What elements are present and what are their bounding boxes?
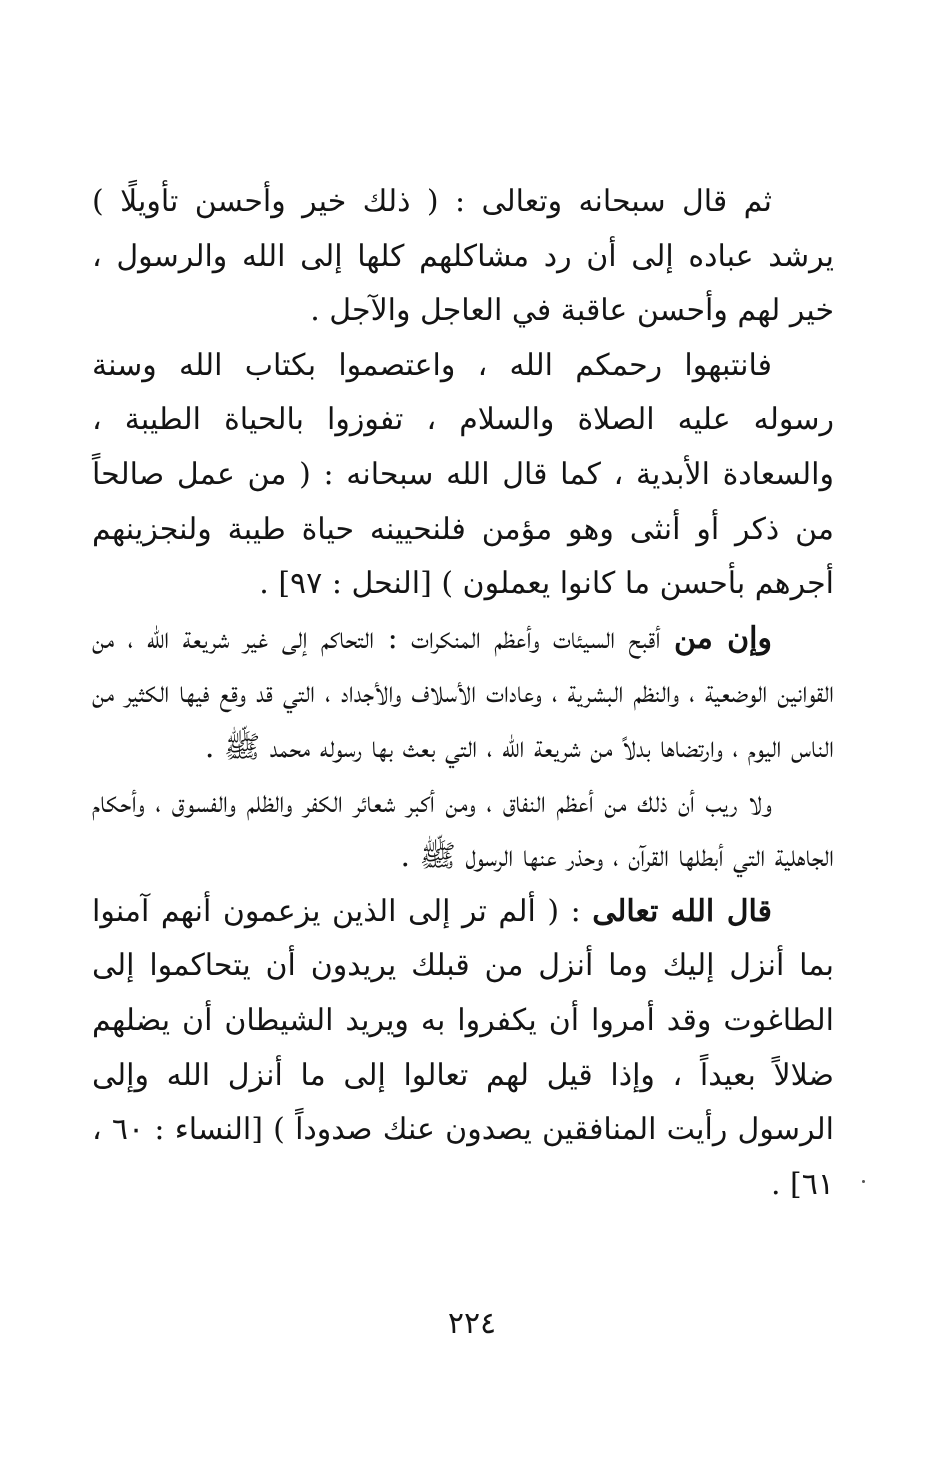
paragraph-2-text: فانتبهوا رحمكم الله ، واعتصموا بكتاب الله وسنة رسوله عليه الصلاة والسلام ، تفوزوا بالحياة الطيبة ، والسعادة الأبدية ، كما قال الله سبحانه : ( من عمل صالحاً من ذكر أو أنثى وهو مؤمن فلنحيينه حياة طيبة ولنجزينهم أجرهم بأحسن ما كانوا يعملون ) [النحل : ٩٧] . <box>92 347 835 602</box>
paragraph-3-text: أقبح السيئات وأعظم المنكرات : التحاكم إلى غير شريعة الله ، من القوانين الوضعية ، والنظم البشرية ، وعادات الأسلاف والأجداد ، التي قد وقع فيها الكثير من الناس اليوم ، وارتضاها بدلاً من شريعة الله ، التي بعث بها رسوله محمد ﷺ . <box>92 620 834 765</box>
paragraph-2 <box>92 339 834 612</box>
page-number: ٢٢٤ <box>447 1306 497 1341</box>
paragraph-3 <box>92 612 834 776</box>
paragraph-5-lead: قال الله تعالى <box>592 893 772 929</box>
paragraph-5 <box>92 885 834 1213</box>
body-text <box>92 175 834 1212</box>
paragraph-5-text: : ( ألم تر إلى الذين يزعمون أنهم آمنوا بما أنزل إليك وما أنزل من قبلك يريدون أن يتحاكموا إلى الطاغوت وقد أمروا أن يكفروا به ويريد الشيطان أن يضلهم ضلالاً بعيداً ، وإذا قيل لهم تعالوا إلى ما أنزل الله وإلى الرسول رأيت المنافقين يصدون عنك صدوداً ) [النساء : ٦٠ ، ٦١] . <box>92 893 834 1202</box>
paragraph-1-text: ثم قال سبحانه وتعالى : ( ذلك خير وأحسن تأويلًا ) يرشد عباده إلى أن رد مشاكلهم كلها إلى الله والرسول ، خير لهم وأحسن عاقبة في العاجل والآجل . <box>92 184 834 329</box>
paragraph-3-lead: وإن من <box>673 620 772 656</box>
paragraph-4-text: ولا ريب أن ذلك من أعظم النفاق ، ومن أكبر شعائر الكفر والظلم والفسوق ، وأحكام الجاهلية التي أبطلها القرآن ، وحذر عنها الرسول ﷺ . <box>92 784 834 875</box>
paragraph-4 <box>92 776 834 885</box>
margin-speck <box>862 1180 865 1183</box>
paragraph-1 <box>92 175 834 339</box>
